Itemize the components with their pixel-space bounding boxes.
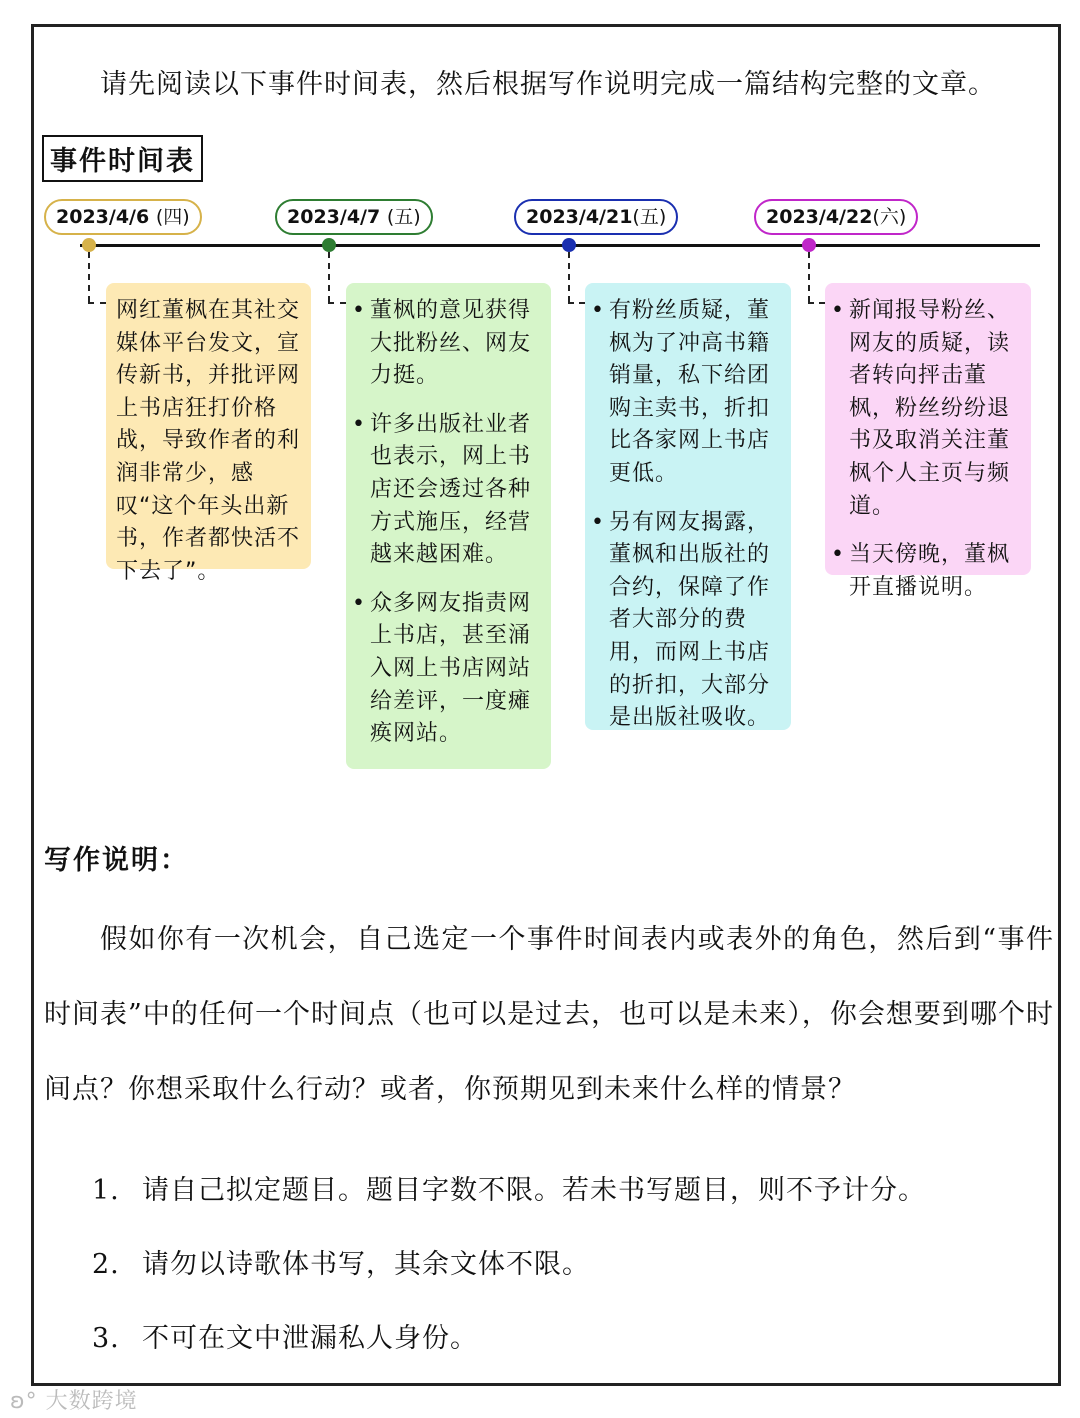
- date-label: 2023/4/22: [766, 206, 873, 228]
- connector-line: [328, 302, 346, 304]
- writing-instructions-title: 写作说明：: [44, 845, 189, 876]
- timeline-title: 事件时间表: [42, 135, 203, 182]
- rule-item: [92, 1168, 926, 1207]
- date-label: 2023/4/7: [287, 206, 381, 228]
- weekday-label: (五): [386, 206, 421, 228]
- rule-text: 请自己拟定题目。题目字数不限。若未书写题目，则不予计分。: [142, 1175, 926, 1206]
- connector-line: [568, 302, 585, 304]
- date-pill-2023-4-7: [275, 199, 433, 235]
- intro-text: 请先阅读以下事件时间表，然后根据写作说明完成一篇结构完整的文章。: [100, 69, 996, 100]
- timeline-dot: [802, 238, 816, 252]
- connector-line: [328, 252, 330, 302]
- weekday-label: (六): [872, 206, 907, 228]
- watermark: [10, 1384, 138, 1415]
- event-bullet: • 众多网友指责网上书店，甚至涌入网上书店网站给差评，一度瘫痪网站。: [350, 588, 543, 751]
- watermark-text: 大数跨境: [45, 1389, 138, 1414]
- event-card-2023-4-7: [346, 283, 551, 769]
- rule-text: 不可在文中泄漏私人身份。: [142, 1323, 478, 1354]
- connector-line: [808, 302, 825, 304]
- rule-number: 1.: [92, 1175, 120, 1206]
- connector-line: [568, 252, 570, 302]
- event-card-2023-4-21: [585, 283, 791, 730]
- writing-instructions-body: 假如你有一次机会，自己选定一个事件时间表内或表外的角色，然后到“事件时间表”中的任何一个时间点（也可以是过去，也可以是未来），你会想要到哪个时间点？你想采取什么行动？或者，你预期见到未来什么样的情景？: [44, 924, 1054, 1105]
- timeline-dot: [322, 238, 336, 252]
- date-pill-2023-4-6: [44, 199, 202, 235]
- weekday-label: (五): [632, 206, 667, 228]
- rule-number: 3.: [92, 1323, 120, 1354]
- rule-text: 请勿以诗歌体书写，其余文体不限。: [142, 1249, 590, 1280]
- date-pill-2023-4-21: [514, 199, 678, 235]
- event-text: 网红董枫在其社交媒体平台发文，宣传新书，并批评网上书店狂打价格战，导致作者的利润非常少，感叹“这个年头出新书，作者都快活不下去了”。: [116, 298, 301, 584]
- event-bullet: • 董枫的意见获得大批粉丝、网友力挺。: [350, 295, 543, 393]
- weekday-label: (四): [155, 206, 190, 228]
- event-card-2023-4-22: [825, 283, 1031, 600]
- watermark-logo-icon: ʚ°: [10, 1389, 38, 1414]
- connector-line: [808, 252, 810, 302]
- timeline-dot: [562, 238, 576, 252]
- rule-item: [92, 1242, 590, 1281]
- event-bullet: • 另有网友揭露，董枫和出版社的合约，保障了作者大部分的费用，而网上书店的折扣，大部分是出版社吸收。: [589, 507, 783, 735]
- connector-line: [88, 252, 90, 302]
- timeline-dot: [82, 238, 96, 252]
- date-label: 2023/4/6: [56, 206, 150, 228]
- date-label: 2023/4/21: [526, 206, 633, 228]
- event-bullet: • 许多出版社业者也表示，网上书店还会透过各种方式施压，经营越来越困难。: [350, 409, 543, 572]
- event-bullet: • 有粉丝质疑，董枫为了冲高书籍销量，私下给团购主卖书，折扣比各家网上书店更低。: [589, 295, 783, 491]
- connector-line: [88, 302, 106, 304]
- event-bullet: • 新闻报导粉丝、网友的质疑，读者转向抨击董枫，粉丝纷纷退书及取消关注董枫个人主页与频道。: [829, 295, 1023, 523]
- rule-item: [92, 1316, 478, 1355]
- date-pill-2023-4-22: [754, 199, 918, 235]
- rule-number: 2.: [92, 1249, 120, 1280]
- event-bullet: • 当天傍晚，董枫开直播说明。: [829, 539, 1023, 604]
- event-card-2023-4-6: [106, 283, 311, 584]
- timeline-axis: [80, 244, 1040, 247]
